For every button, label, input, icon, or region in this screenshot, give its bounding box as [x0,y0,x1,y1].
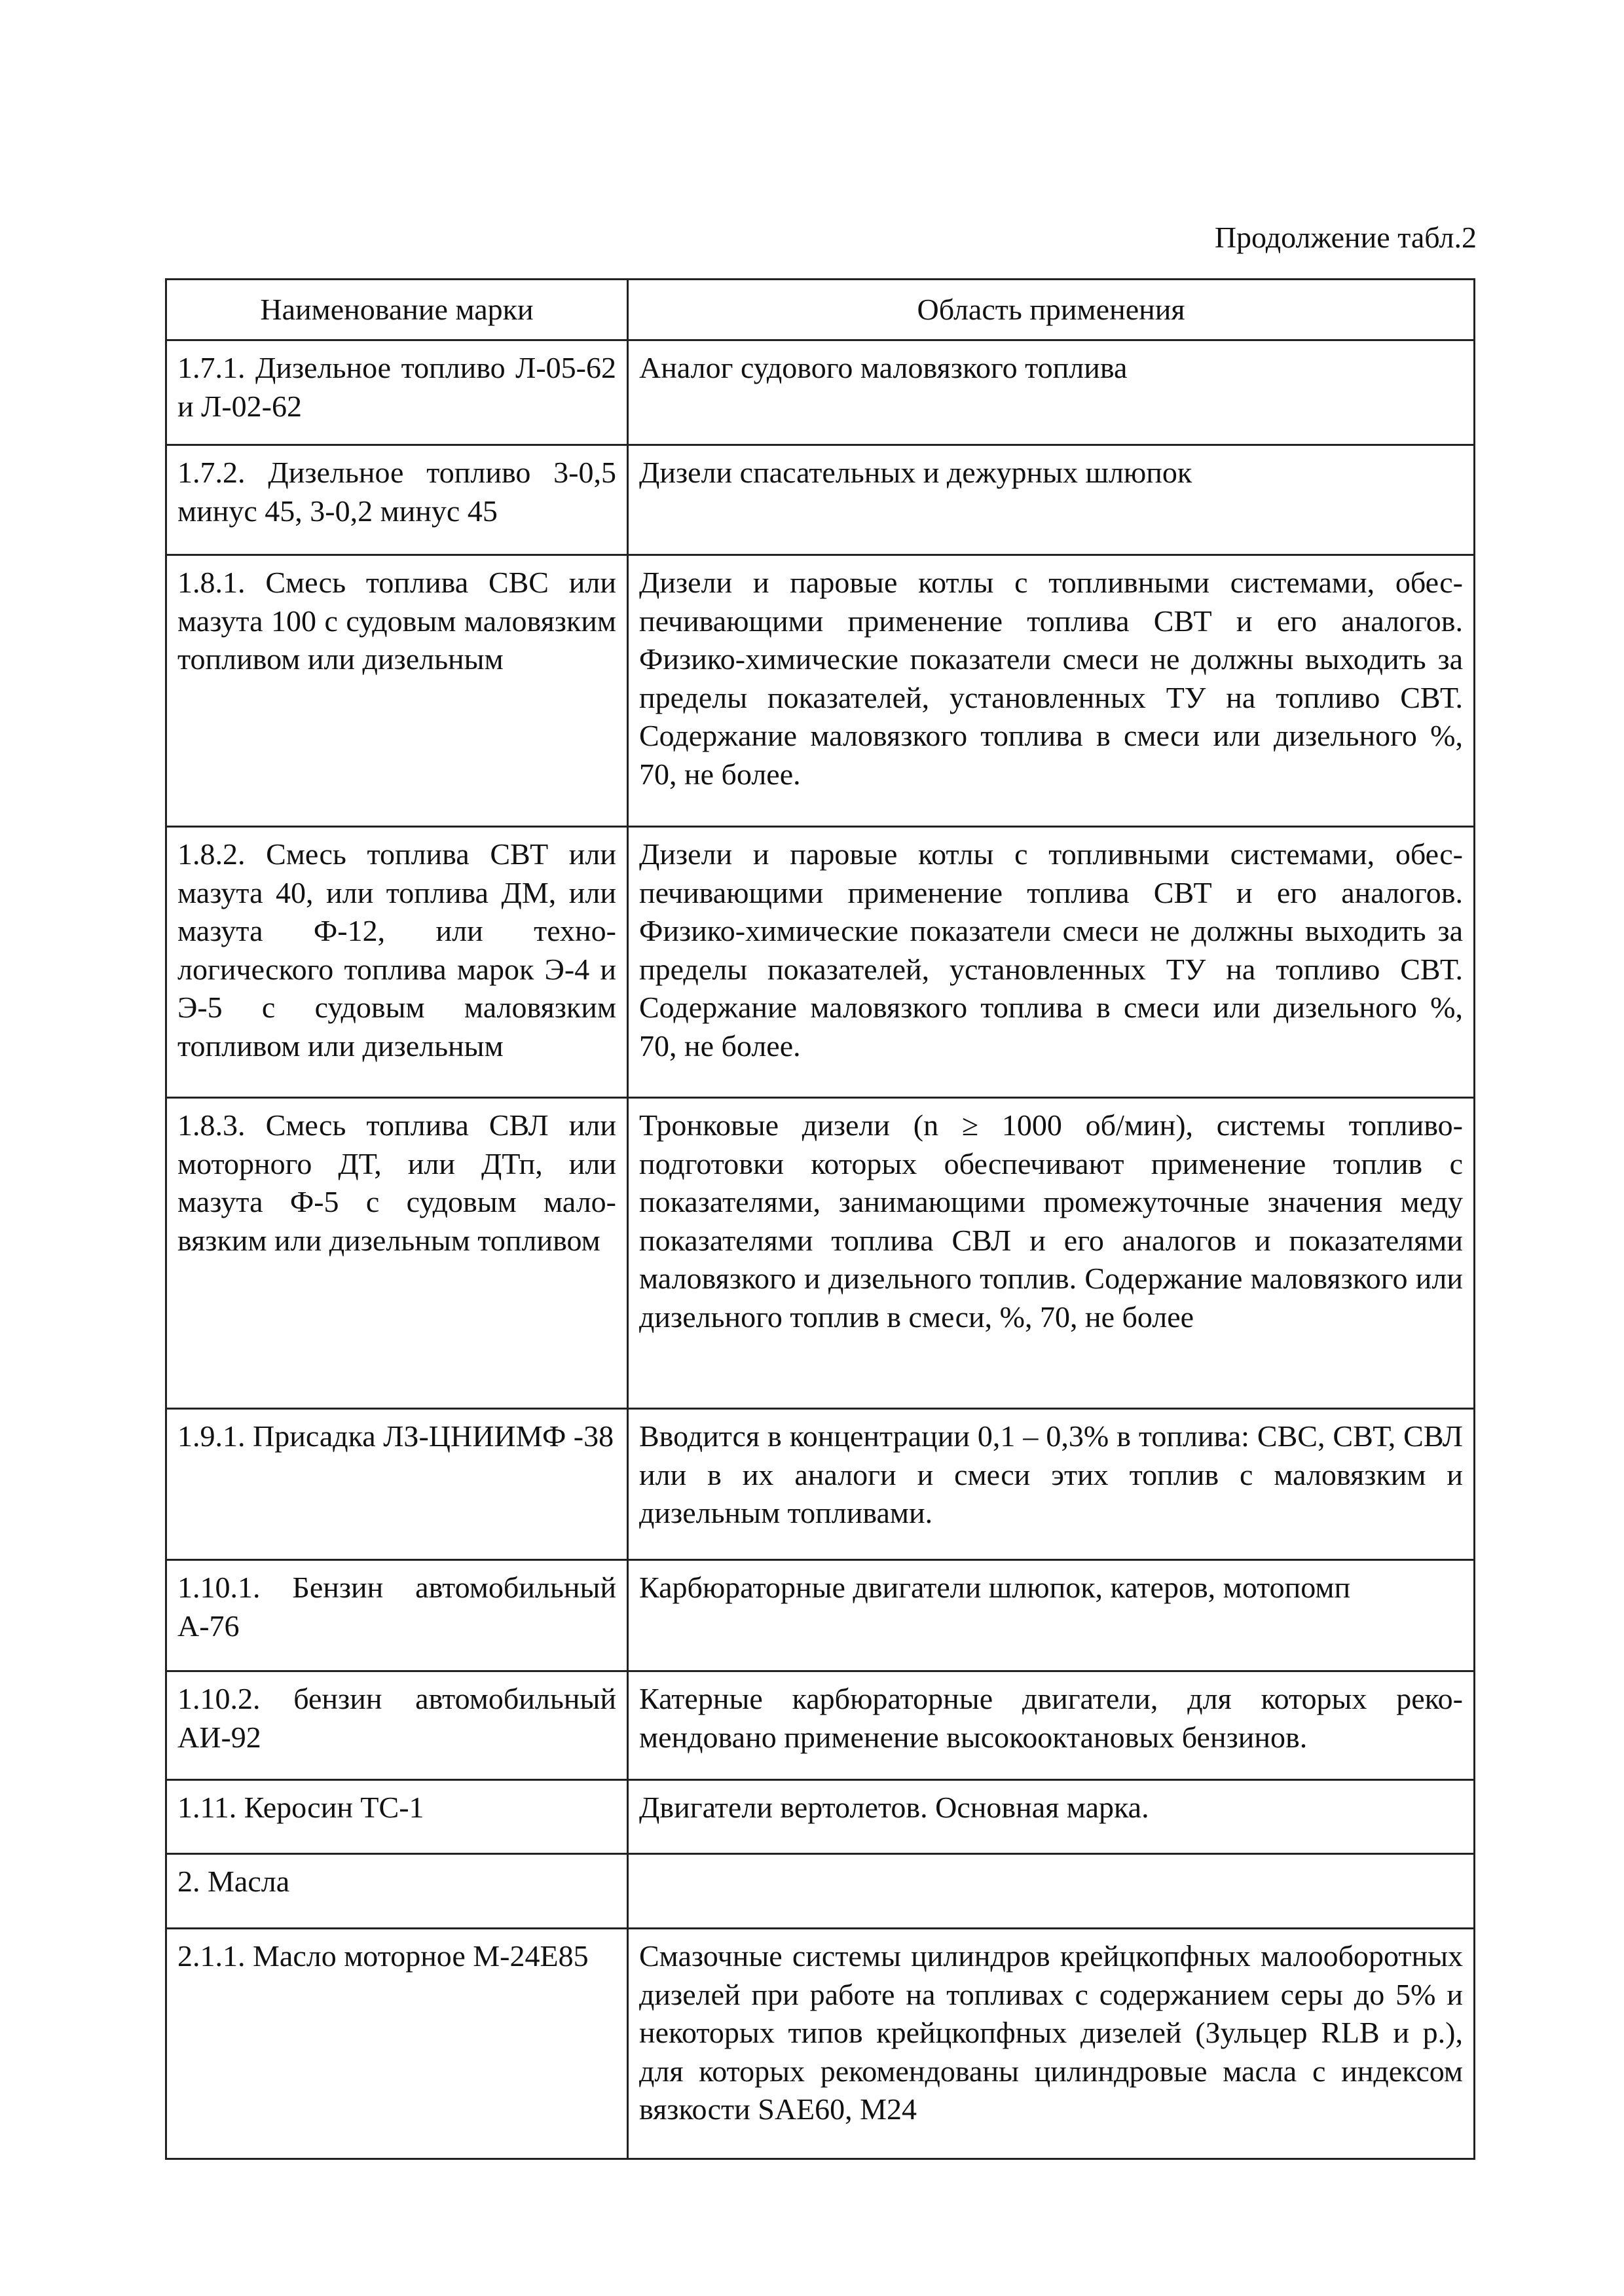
brand-name-cell: 1.7.1. Дизельное топливо Л-05-62 и Л-02-62 [166,340,628,445]
brand-name-cell: 2. Масла [166,1854,628,1929]
header-application-area: Область применения [628,280,1475,340]
brand-name-cell: 2.1.1. Масло моторное М-24Е85 [166,1929,628,2159]
fuel-brands-table [165,278,1475,2160]
application-area-cell: Аналог судового маловязкого топлива [628,340,1475,445]
brand-name-cell: 1.11. Керосин ТС-1 [166,1780,628,1854]
brand-name-cell: 1.8.2. Смесь топлива СВТ или мазута 40, или топлива ДМ, или мазута Ф-12, или технологического топлива марок Э-4 и Э-5 с судовым маловязким топливом или дизельным [166,827,628,1098]
table-caption: Продолжение табл.2 [1214,221,1477,254]
table-row [166,1560,1475,1671]
brand-name-cell: 1.9.1. Присадка ЛЗ-ЦНИИМФ -38 [166,1409,628,1560]
application-area-cell: Двигатели вертолетов. Основная марка. [628,1780,1475,1854]
brand-name-cell: 1.7.2. Дизельное топливо 3-0,5 минус 45, 3-0,2 минус 45 [166,445,628,555]
table-row [166,1409,1475,1560]
table-row [166,1671,1475,1780]
brand-name-cell: 1.10.2. бензин автомобильный АИ-92 [166,1671,628,1780]
table-row [166,1780,1475,1854]
table-row [166,1854,1475,1929]
table-header-row [166,280,1475,340]
application-area-cell [628,1854,1475,1929]
application-area-cell: Дизели спасательных и дежурных шлюпок [628,445,1475,555]
brand-name-cell: 1.8.3. Смесь топлива СВЛ или моторного ДТ, или ДТп, или мазута Ф-5 с судовым маловязким или дизельным топливом [166,1098,628,1409]
brand-name-cell: 1.10.1. Бензин автомобильный А-76 [166,1560,628,1671]
application-area-cell: Дизели и паровые котлы с топливными системами, обеспечивающими применение топлива СВТ и его аналогов. Физико-химические показатели смеси не должны выходить за пределы показателей, установленных ТУ на топливо СВТ. Содержание маловязкого топлива в смеси или дизельного %, 70, не более. [628,827,1475,1098]
application-area-cell: Вводится в концентрации 0,1 – 0,3% в топлива: СВС, СВТ, СВЛ или в их аналоги и смеси этих топлив с маловязким и дизельным топливами. [628,1409,1475,1560]
brand-name-cell: 1.8.1. Смесь топлива СВС или мазута 100 с судовым маловязким топливом или дизельным [166,555,628,827]
table-row [166,1929,1475,2159]
application-area-cell: Катерные карбюраторные двигатели, для которых рекомендовано применение высокооктановых бензинов. [628,1671,1475,1780]
table-row [166,1098,1475,1409]
application-area-cell: Дизели и паровые котлы с топливными системами, обеспечивающими применение топлива СВТ и его аналогов. Физико-химические показатели смеси не должны выходить за пределы показателей, установленных ТУ на топливо СВТ. Содержание маловязкого топлива в смеси или дизельного %, 70, не более. [628,555,1475,827]
application-area-cell: Смазочные системы цилиндров крейцкопфных малооборотных дизелей при работе на топливах с содержанием серы до 5% и некоторых типов крейцкопфных дизелей (Зульцер RLB и р.), для которых рекомендованы цилиндровые масла с индексом вязкости SAE60, М24 [628,1929,1475,2159]
header-brand-name: Наименование марки [166,280,628,340]
application-area-cell: Карбюраторные двигатели шлюпок, катеров, мотопомп [628,1560,1475,1671]
table-row [166,445,1475,555]
table-row [166,827,1475,1098]
table-row [166,340,1475,445]
table-row [166,555,1475,827]
application-area-cell: Тронковые дизели (n ≥ 1000 об/мин), системы топливоподготовки которых обеспечивают применение топлив с показателями, занимающими промежуточные значения меду показателями топлива СВЛ и его аналогов и показателями маловязкого и дизельного топлив. Содержание маловязкого или дизельного топлив в смеси, %, 70, не более [628,1098,1475,1409]
